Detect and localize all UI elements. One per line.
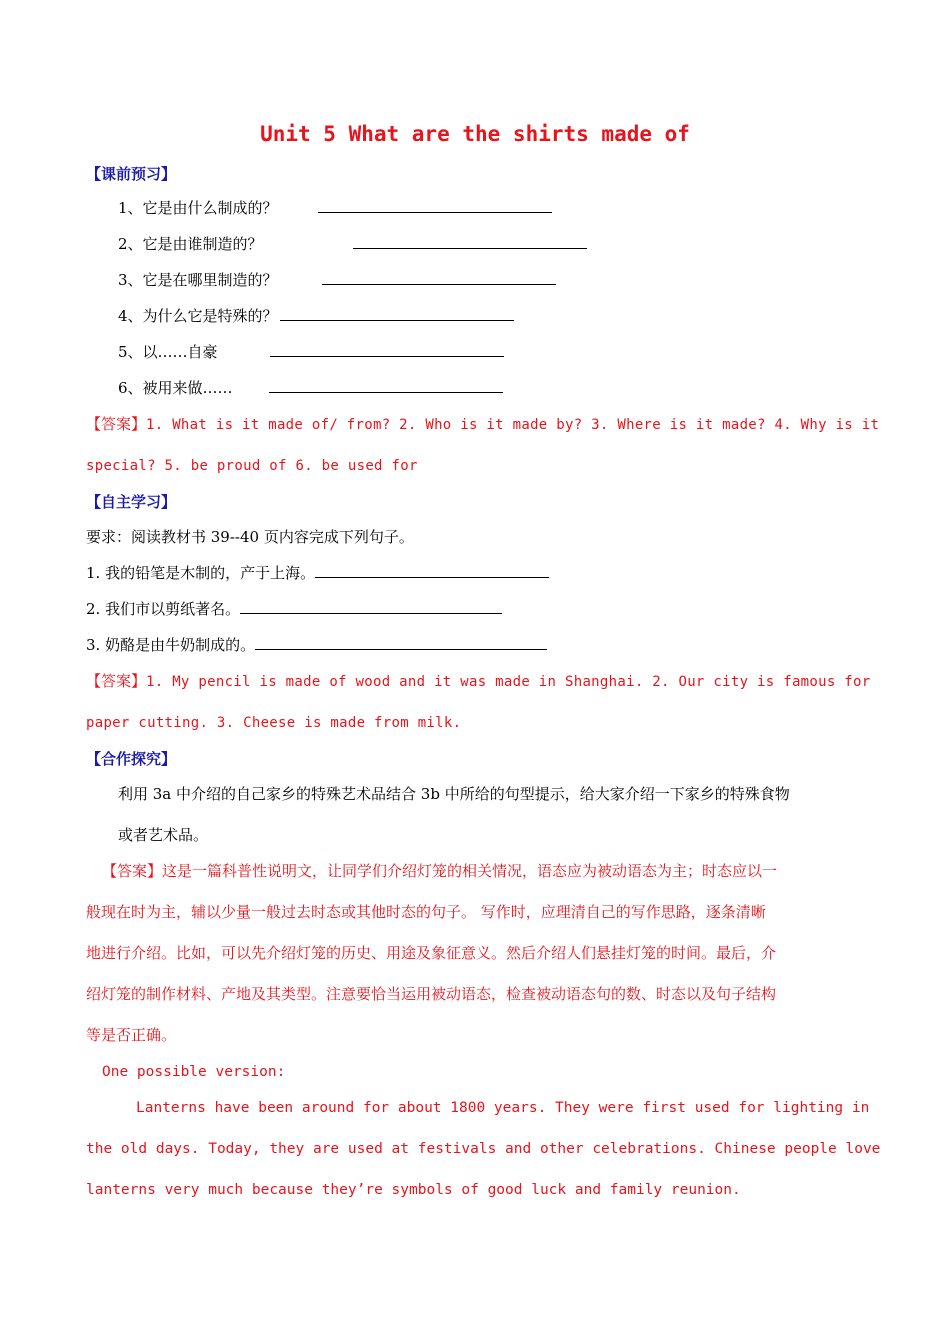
cooperation-answer-line-1 <box>102 861 777 881</box>
answer-text: 1. What is it made of/ from? 2. Who is it made by? 3. Where is it made? 4. Why is it <box>146 417 880 433</box>
page-title: Unit 5 What are the shirts made of <box>260 122 690 146</box>
section-heading-self-study: 【自主学习】 <box>86 493 177 511</box>
self-study-item-3 <box>86 635 547 655</box>
self-study-item-text: 1. 我的铅笔是木制的，产于上海。 <box>86 564 316 582</box>
preview-item-text: 6、被用来做…… <box>118 379 233 397</box>
answer-blank[interactable] <box>280 306 514 321</box>
preview-answer-line-1 <box>86 414 879 435</box>
answer-blank[interactable] <box>353 234 587 249</box>
answer-blank[interactable] <box>315 563 549 578</box>
cooperation-answer-line-4: 绍灯笼的制作材料、产地及其类型。注意要恰当运用被动语态，检查被动语态句的数、时态以及句子结构 <box>86 985 777 1003</box>
section-heading-cooperation: 【合作探究】 <box>86 750 177 768</box>
version-line-1: Lanterns have been around for about 1800 years. They were first used for lighting in <box>136 1100 870 1116</box>
answer-text: 1. My pencil is made of wood and it was made in Shanghai. 2. Our city is famous for <box>146 674 871 690</box>
self-study-answer-line-2 <box>86 712 461 733</box>
preview-item-4 <box>118 306 514 326</box>
self-study-item-text: 3. 奶酪是由牛奶制成的。 <box>86 636 256 654</box>
cooperation-answer-line-5: 等是否正确。 <box>86 1026 177 1044</box>
answer-text: 这是一篇科普性说明文，让同学们介绍灯笼的相关情况，语态应为被动语态为主；时态应以一 <box>162 862 778 880</box>
preview-item-text: 5、以……自豪 <box>118 343 218 361</box>
answer-blank[interactable] <box>240 599 502 614</box>
preview-item-text: 1、它是由什么制成的？ <box>118 199 278 217</box>
answer-tag: 【答案】 <box>86 415 147 433</box>
preview-item-text: 3、它是在哪里制造的？ <box>118 271 278 289</box>
self-study-item-2 <box>86 599 502 619</box>
cooperation-task-line-2: 或者艺术品。 <box>118 826 209 844</box>
cooperation-answer-line-2: 般现在时为主，辅以少量一般过去时态或其他时态的句子。 写作时，应理清自己的写作思路，逐条清晰 <box>86 903 766 921</box>
self-study-requirement: 要求：阅读教材书 39--40 页内容完成下列句子。 <box>86 528 414 546</box>
self-study-item-1 <box>86 563 549 583</box>
answer-blank[interactable] <box>318 198 552 213</box>
answer-blank[interactable] <box>322 270 556 285</box>
answer-blank[interactable] <box>270 342 504 357</box>
answer-text: special? 5. be proud of 6. be used for <box>86 458 418 474</box>
answer-tag: 【答案】 <box>102 862 163 880</box>
preview-item-text: 2、它是由谁制造的？ <box>118 235 263 253</box>
version-line-3: lanterns very much because they’re symbols of good luck and family reunion. <box>86 1182 741 1198</box>
preview-item-1 <box>118 198 552 218</box>
preview-item-3 <box>118 270 556 290</box>
self-study-item-text: 2. 我们市以剪纸著名。 <box>86 600 241 618</box>
answer-blank[interactable] <box>255 635 547 650</box>
preview-item-2 <box>118 234 587 254</box>
cooperation-task-line-1: 利用 3a 中介绍的自己家乡的特殊艺术品结合 3b 中所给的句型提示，给大家介绍一下家乡的特殊食物 <box>118 785 790 803</box>
self-study-answer-line-1 <box>86 671 871 692</box>
preview-item-6 <box>118 378 503 398</box>
answer-blank[interactable] <box>269 378 503 393</box>
version-line-2: the old days. Today, they are used at festivals and other celebrations. Chinese people love <box>86 1141 881 1157</box>
preview-item-text: 4、为什么它是特殊的？ <box>118 307 278 325</box>
preview-item-5 <box>118 342 504 362</box>
version-label: One possible version: <box>102 1064 286 1080</box>
preview-answer-line-2 <box>86 455 418 476</box>
answer-tag: 【答案】 <box>86 672 147 690</box>
cooperation-answer-line-3: 地进行介绍。比如，可以先介绍灯笼的历史、用途及象征意义。然后介绍人们悬挂灯笼的时间。最后，介 <box>86 944 777 962</box>
section-heading-preview: 【课前预习】 <box>86 165 177 183</box>
answer-text: paper cutting. 3. Cheese is made from milk. <box>86 715 462 731</box>
